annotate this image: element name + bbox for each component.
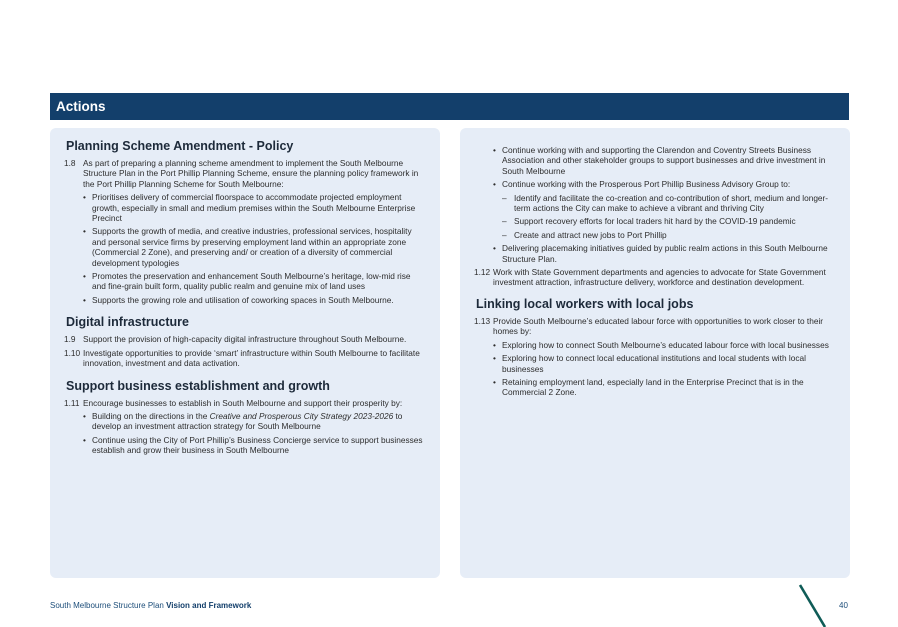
action-number: 1.10 — [64, 347, 81, 358]
action-text: Encourage businesses to establish in South Melbourne and support their prosperity by: — [83, 397, 403, 408]
strategy-title: Creative and Prosperous City Strategy 2023-2026 — [209, 410, 394, 421]
right-panel — [460, 128, 850, 578]
bullet-list — [474, 340, 836, 398]
section-business-growth — [64, 379, 426, 456]
bullet-text: Continue working with the Prosperous Port Phillip Business Advisory Group to: — [502, 179, 791, 190]
section-heading: Planning Scheme Amendment - Policy — [66, 139, 294, 153]
bullet-item — [474, 179, 836, 240]
section-heading: Digital infrastructure — [66, 315, 189, 330]
action-item-1-9 — [64, 334, 426, 344]
banner-title: Actions — [56, 99, 106, 114]
doc-title: South Melbourne Structure Plan — [50, 601, 164, 610]
bullet-item: • Promotes the preservation and enhancement South Melbourne’s heritage, low-mid rise and fine-grain built form, quality public realm and genuine mix of land uses — [64, 271, 426, 292]
section-banner — [50, 93, 849, 120]
action-text: Investigate opportunities to provide ‘smart’ infrastructure within South Melbourne to facilitate innovation, investment and data activation. — [83, 347, 420, 369]
action-item-1-11 — [64, 398, 426, 408]
action-number: 1.11 — [64, 397, 80, 408]
bullet-item — [64, 411, 426, 432]
bullet-item: • Continue working with and supporting the Clarendon and Coventry Streets Business Association and other stakeholder groups to support businesses and drive investment in South Melbourne — [474, 145, 836, 176]
action-number: 1.9 — [64, 334, 76, 345]
bullet-item: • Exploring how to connect South Melbourne’s educated labour force with local businesses — [474, 340, 836, 350]
action-number: 1.8 — [64, 158, 76, 168]
bullet-item: • Supports the growing role and utilisation of coworking spaces in South Melbourne. — [64, 295, 426, 305]
action-text: As part of preparing a planning scheme amendment to implement the South Melbourne Structure Plan in the Port Phillip Planning Scheme, ensure the planning policy framework in the Port Phillip Planning Scheme for South Melbourne: — [83, 158, 419, 189]
doc-subtitle: Vision and Framework — [166, 601, 252, 610]
section-digital-infrastructure — [64, 315, 426, 368]
bullet-item: • Supports the growth of media, and creative industries, professional services, hospitality and personal service firms by preserving employment land within an appropriate zone (Commercial 2 Zone), and preserving and/ or creation of a diversity of commercial development typologies — [64, 226, 426, 268]
action-text: Work with State Government departments and agencies to advocate for State Government investment attraction, infrastructure delivery, workforce and destination development. — [493, 267, 826, 288]
bullet-list — [64, 192, 426, 305]
section-local-jobs — [474, 297, 836, 398]
action-number: 1.13 — [474, 315, 491, 326]
action-item-1-12 — [474, 267, 836, 288]
section-planning-scheme — [64, 139, 426, 305]
dash-item: – Identify and facilitate the co-creation and co-contribution of short, medium and longer-term actions the City can make to achieve a vibrant and thriving City — [502, 193, 836, 214]
bullet-item: • Delivering placemaking initiatives guided by public realm actions in this South Melbourne Structure Plan. — [474, 243, 836, 264]
action-number: 1.12 — [474, 267, 491, 278]
bullet-item: • Exploring how to connect local educational institutions and local students with local businesses — [474, 353, 836, 374]
section-heading: Support business establishment and growth — [66, 378, 330, 393]
bullet-item: • Continue using the City of Port Phillip’s Business Concierge service to support businesses establish and grow their business in South Melbourne — [64, 435, 426, 456]
bullet-item: • Retaining employment land, especially land in the Enterprise Precinct that is in the Commercial 2 Zone. — [474, 377, 836, 398]
dash-item: – Support recovery efforts for local traders hit hard by the COVID-19 pandemic — [502, 216, 836, 226]
action-item-1-13 — [474, 316, 836, 337]
dash-list — [502, 193, 836, 241]
bullet-item: • Prioritises delivery of commercial floorspace to accommodate projected employment growth, especially in small and medium premises within the South Melbourne Enterprise Precinct — [64, 192, 426, 223]
section-heading: Linking local workers with local jobs — [476, 296, 694, 311]
footer-document-title — [50, 601, 251, 610]
left-panel — [50, 128, 440, 578]
action-text: Provide South Melbourne’s educated labour force with opportunities to work closer to their homes by: — [493, 315, 824, 337]
action-text: Support the provision of high-capacity digital infrastructure throughout South Melbourne. — [83, 334, 407, 345]
decorative-slash-icon — [796, 584, 828, 627]
dash-item: – Create and attract new jobs to Port Phillip — [502, 230, 836, 240]
bullet-list — [474, 145, 836, 264]
bullet-text-pre: Building on the directions in the — [92, 410, 210, 421]
bullet-text-post: to develop an investment attraction strategy for South Melbourne — [92, 410, 403, 432]
page-number: 40 — [839, 601, 848, 610]
action-item-1-8 — [64, 158, 426, 189]
bullet-list — [64, 411, 426, 456]
action-item-1-10 — [64, 348, 426, 369]
